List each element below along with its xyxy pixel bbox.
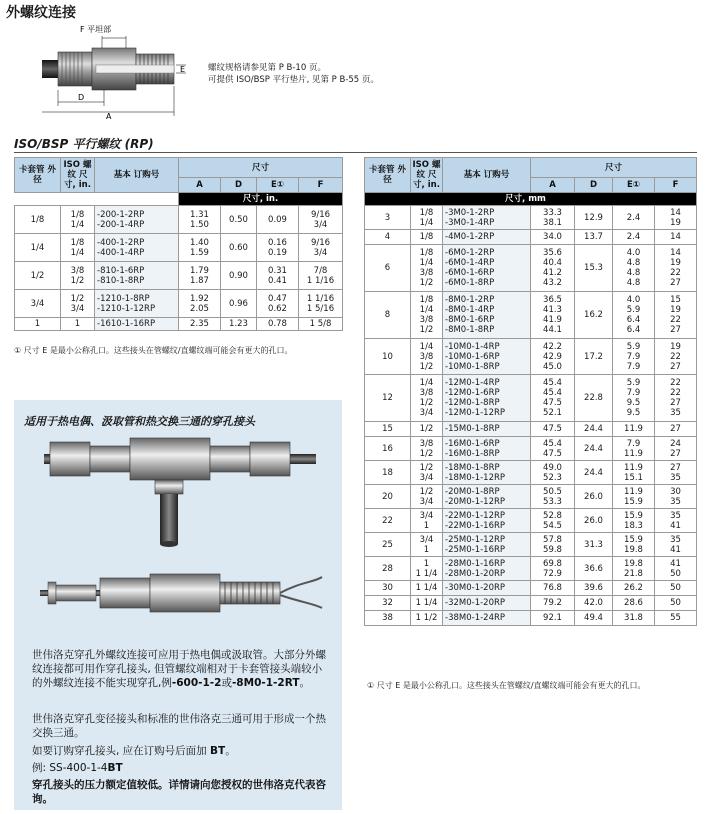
header-d: D bbox=[221, 178, 257, 193]
cell-d: 0.96 bbox=[221, 290, 257, 318]
cell-iso-thread: 1 bbox=[61, 318, 95, 331]
cell-ordering-number: -32M0-1-20RP bbox=[443, 596, 531, 611]
cell-e: 5.9 7.9 9.5 9.5 bbox=[613, 375, 655, 422]
cell-d: 0.90 bbox=[221, 262, 257, 290]
label-a: A bbox=[106, 112, 112, 120]
cell-a: 35.6 40.4 41.2 43.2 bbox=[531, 245, 575, 292]
cell-ordering-number: -25M0-1-12RP -25M0-1-16RP bbox=[443, 533, 531, 557]
table-row bbox=[365, 422, 697, 437]
cell-d: 49.4 bbox=[575, 611, 613, 626]
label-d: D bbox=[78, 93, 85, 102]
cell-f: 41 50 bbox=[655, 557, 697, 581]
table-row bbox=[365, 292, 697, 339]
cell-tube-od: 4 bbox=[365, 230, 411, 245]
cell-a: 47.5 bbox=[531, 422, 575, 437]
cell-a: 1.31 1.50 bbox=[179, 206, 221, 234]
cell-f: 14 19 22 27 bbox=[655, 245, 697, 292]
cell-a: 45.4 47.5 bbox=[531, 437, 575, 461]
table-row bbox=[365, 461, 697, 485]
cell-f: 14 bbox=[655, 230, 697, 245]
cell-ordering-number: -16M0-1-6RP -16M0-1-8RP bbox=[443, 437, 531, 461]
cell-ordering-number: -20M0-1-8RP -20M0-1-12RP bbox=[443, 485, 531, 509]
page-title: 外螺纹连接 bbox=[6, 5, 76, 21]
cell-tube-od: 22 bbox=[365, 509, 411, 533]
cell-ordering-number: -30M0-1-20RP bbox=[443, 581, 531, 596]
header-dimensions: 尺寸 bbox=[531, 158, 697, 178]
example-part-2: -8M0-1-2RT bbox=[231, 677, 300, 689]
example-text: 例: SS-400-1-4 bbox=[32, 762, 108, 774]
cell-d: 17.2 bbox=[575, 339, 613, 375]
cell-f: 1 5/8 bbox=[299, 318, 343, 331]
table-row bbox=[365, 437, 697, 461]
cell-a: 49.0 52.3 bbox=[531, 461, 575, 485]
inch-dimension-table bbox=[14, 157, 343, 331]
cell-tube-od: 16 bbox=[365, 437, 411, 461]
header-iso-thread: ISO 螺纹 尺寸, in. bbox=[411, 158, 443, 193]
cell-tube-od: 30 bbox=[365, 581, 411, 596]
cell-iso-thread: 1/2 3/4 bbox=[61, 290, 95, 318]
cell-d: 0.60 bbox=[221, 234, 257, 262]
cell-d: 26.0 bbox=[575, 509, 613, 533]
cell-iso-thread: 1 1/2 bbox=[411, 611, 443, 626]
cell-tube-od: 3 bbox=[365, 206, 411, 230]
cell-a: 36.5 41.3 41.9 44.1 bbox=[531, 292, 575, 339]
cell-d: 24.4 bbox=[575, 437, 613, 461]
para1-text: 世伟洛克穿孔外螺纹连接可应用于热电偶或汲取管。大部分外螺纹连接都可用作穿孔接头, 但管螺纹端相对于卡套管接头端较小的外螺纹连接不能实现穿孔,例 bbox=[32, 649, 326, 689]
cell-f: 27 bbox=[655, 422, 697, 437]
cell-a: 69.8 72.9 bbox=[531, 557, 575, 581]
cell-e: 26.2 bbox=[613, 581, 655, 596]
cell-tube-od: 1/2 bbox=[15, 262, 61, 290]
cell-d: 0.50 bbox=[221, 206, 257, 234]
cell-tube-od: 38 bbox=[365, 611, 411, 626]
table-row bbox=[365, 245, 697, 292]
header-d: D bbox=[575, 178, 613, 193]
table-row bbox=[365, 375, 697, 422]
cell-f: 14 19 bbox=[655, 206, 697, 230]
cell-d: 16.2 bbox=[575, 292, 613, 339]
cell-iso-thread: 1/8 1/4 bbox=[61, 206, 95, 234]
header-a: A bbox=[531, 178, 575, 193]
cell-tube-od: 12 bbox=[365, 375, 411, 422]
header-ordering-number: 基本 订购号 bbox=[95, 158, 179, 193]
inch-table-body bbox=[15, 193, 343, 331]
cell-iso-thread: 1/2 3/4 bbox=[411, 485, 443, 509]
cell-a: 1.92 2.05 bbox=[179, 290, 221, 318]
cell-ordering-number: -12M0-1-4RP -12M0-1-6RP -12M0-1-8RP -12M0-1-12RP bbox=[443, 375, 531, 422]
table-row bbox=[365, 581, 697, 596]
cell-iso-thread: 1 1/4 bbox=[411, 581, 443, 596]
table-row bbox=[365, 611, 697, 626]
header-e: E① bbox=[613, 178, 655, 193]
cell-a: 42.2 42.9 45.0 bbox=[531, 339, 575, 375]
cell-e: 15.9 18.3 bbox=[613, 509, 655, 533]
cell-d: 42.0 bbox=[575, 596, 613, 611]
cell-ordering-number: -810-1-6RP -810-1-8RP bbox=[95, 262, 179, 290]
cell-ordering-number: -15M0-1-8RP bbox=[443, 422, 531, 437]
cell-tube-od: 28 bbox=[365, 557, 411, 581]
cell-d: 15.3 bbox=[575, 245, 613, 292]
cell-a: 1.40 1.59 bbox=[179, 234, 221, 262]
cell-e: 5.9 7.9 7.9 bbox=[613, 339, 655, 375]
cell-f: 9/16 3/4 bbox=[299, 234, 343, 262]
subtitle-rule bbox=[14, 152, 697, 153]
header-e: E① bbox=[257, 178, 299, 193]
cell-iso-thread: 1/8 1/4 bbox=[61, 234, 95, 262]
table-row bbox=[15, 318, 343, 331]
table-row bbox=[365, 206, 697, 230]
para3-text: 如要订购穿孔接头, 应在订购号后面加 bbox=[32, 745, 211, 757]
cell-ordering-number: -6M0-1-2RP -6M0-1-4RP -6M0-1-6RP -6M0-1-8RP bbox=[443, 245, 531, 292]
cell-ordering-number: -28M0-1-16RP -28M0-1-20RP bbox=[443, 557, 531, 581]
table-row bbox=[365, 596, 697, 611]
cell-e: 11.9 15.1 bbox=[613, 461, 655, 485]
cell-a: 52.8 54.5 bbox=[531, 509, 575, 533]
cell-a: 57.8 59.8 bbox=[531, 533, 575, 557]
cell-d: 22.8 bbox=[575, 375, 613, 422]
cell-iso-thread: 1/2 3/4 bbox=[411, 461, 443, 485]
table-row bbox=[15, 206, 343, 234]
example-bt: BT bbox=[107, 762, 123, 774]
note-thread-spec: 螺纹规格请参见第 P B-10 页。 bbox=[208, 63, 326, 73]
cell-ordering-number: -10M0-1-4RP -10M0-1-6RP -10M0-1-8RP bbox=[443, 339, 531, 375]
label-f: F 平坦部 bbox=[80, 25, 112, 34]
cell-f: 30 35 bbox=[655, 485, 697, 509]
cell-e: 7.9 11.9 bbox=[613, 437, 655, 461]
table-row bbox=[365, 230, 697, 245]
cell-d: 12.9 bbox=[575, 206, 613, 230]
table-row bbox=[15, 262, 343, 290]
cell-iso-thread: 1/8 1/4 3/8 1/2 bbox=[411, 292, 443, 339]
cell-ordering-number: -22M0-1-12RP -22M0-1-16RP bbox=[443, 509, 531, 533]
cell-tube-od: 32 bbox=[365, 596, 411, 611]
cell-f: 19 22 27 bbox=[655, 339, 697, 375]
cell-a: 34.0 bbox=[531, 230, 575, 245]
mm-table-body bbox=[365, 193, 697, 626]
cell-e: 0.09 bbox=[257, 206, 299, 234]
panel-para-1 bbox=[32, 648, 332, 690]
cell-a: 33.3 38.1 bbox=[531, 206, 575, 230]
cell-tube-od: 10 bbox=[365, 339, 411, 375]
panel-title: 适用于热电偶、汲取管和热交换三通的穿孔接头 bbox=[24, 415, 255, 428]
header-iso-thread: ISO 螺纹 尺寸, in. bbox=[61, 158, 95, 193]
cell-ordering-number: -1210-1-8RP -1210-1-12RP bbox=[95, 290, 179, 318]
cell-iso-thread: 1/2 bbox=[411, 422, 443, 437]
cell-d: 24.4 bbox=[575, 461, 613, 485]
footnote-left: ① 尺寸 E 是最小公称孔口。这些接头在管螺纹/直螺纹端可能会有更大的孔口。 bbox=[14, 346, 293, 355]
cell-ordering-number: -200-1-2RP -200-1-4RP bbox=[95, 206, 179, 234]
cell-ordering-number: -4M0-1-2RP bbox=[443, 230, 531, 245]
table-row bbox=[15, 290, 343, 318]
cell-iso-thread: 1 1 1/4 bbox=[411, 557, 443, 581]
cell-tube-od: 25 bbox=[365, 533, 411, 557]
cell-iso-thread: 3/8 1/2 bbox=[61, 262, 95, 290]
cell-tube-od: 20 bbox=[365, 485, 411, 509]
cell-f: 1 1/16 1 5/16 bbox=[299, 290, 343, 318]
unit-label: 尺寸, mm bbox=[365, 193, 697, 206]
table-row bbox=[365, 509, 697, 533]
cell-a: 79.2 bbox=[531, 596, 575, 611]
cell-ordering-number: -38M0-1-24RP bbox=[443, 611, 531, 626]
cell-e: 0.16 0.19 bbox=[257, 234, 299, 262]
cell-d: 13.7 bbox=[575, 230, 613, 245]
para3-bt: BT bbox=[210, 745, 226, 757]
panel-warning: 穿孔接头的压力额定值较低。详情请向您授权的世伟洛克代表咨询。 bbox=[32, 779, 326, 805]
mm-dimension-table bbox=[364, 157, 697, 626]
cell-e: 11.9 15.9 bbox=[613, 485, 655, 509]
cell-e: 0.78 bbox=[257, 318, 299, 331]
cell-e: 0.31 0.41 bbox=[257, 262, 299, 290]
example-part-1: -600-1-2 bbox=[171, 677, 222, 689]
bored-through-fittings-illustration bbox=[30, 432, 330, 632]
cell-d: 24.4 bbox=[575, 422, 613, 437]
header-tube-od: 卡套管 外径 bbox=[15, 158, 61, 193]
cell-e: 4.0 4.8 4.8 4.8 bbox=[613, 245, 655, 292]
cell-tube-od: 18 bbox=[365, 461, 411, 485]
cell-f: 50 bbox=[655, 596, 697, 611]
thread-notes bbox=[208, 62, 379, 86]
cell-f: 27 35 bbox=[655, 461, 697, 485]
cell-e: 11.9 bbox=[613, 422, 655, 437]
cell-f: 15 19 22 27 bbox=[655, 292, 697, 339]
para1-end: 。 bbox=[299, 677, 310, 689]
cell-tube-od: 3/4 bbox=[15, 290, 61, 318]
cell-iso-thread: 1/4 3/8 1/2 bbox=[411, 339, 443, 375]
section-subtitle: ISO/BSP 平行螺纹 (RP) bbox=[14, 137, 154, 151]
cell-e: 0.47 0.62 bbox=[257, 290, 299, 318]
panel-para-3 bbox=[32, 744, 332, 758]
cell-f: 24 27 bbox=[655, 437, 697, 461]
cell-tube-od: 8 bbox=[365, 292, 411, 339]
unit-label: 尺寸, in. bbox=[179, 193, 343, 206]
panel-para-2: 世伟洛克穿孔变径接头和标准的世伟洛克三通可用于形成一个热交换三通。 bbox=[32, 713, 326, 739]
header-f: F bbox=[299, 178, 343, 193]
label-e: E bbox=[180, 65, 186, 74]
cell-a: 50.5 53.3 bbox=[531, 485, 575, 509]
header-ordering-number: 基本 订购号 bbox=[443, 158, 531, 193]
cell-f: 9/16 3/4 bbox=[299, 206, 343, 234]
cell-tube-od: 1 bbox=[15, 318, 61, 331]
para3-end: 。 bbox=[225, 745, 236, 757]
cell-ordering-number: -8M0-1-2RP -8M0-1-4RP -8M0-1-6RP -8M0-1-8RP bbox=[443, 292, 531, 339]
cell-d: 26.0 bbox=[575, 485, 613, 509]
cell-e: 4.0 5.9 6.4 6.4 bbox=[613, 292, 655, 339]
cell-ordering-number: -1610-1-16RP bbox=[95, 318, 179, 331]
cell-tube-od: 6 bbox=[365, 245, 411, 292]
cell-e: 2.4 bbox=[613, 230, 655, 245]
cell-iso-thread: 3/8 1/2 bbox=[411, 437, 443, 461]
cell-d: 39.6 bbox=[575, 581, 613, 596]
cell-f: 50 bbox=[655, 581, 697, 596]
cell-d: 1.23 bbox=[221, 318, 257, 331]
cell-e: 2.4 bbox=[613, 206, 655, 230]
cell-e: 28.6 bbox=[613, 596, 655, 611]
cell-f: 7/8 1 1/16 bbox=[299, 262, 343, 290]
cell-ordering-number: -18M0-1-8RP -18M0-1-12RP bbox=[443, 461, 531, 485]
header-tube-od: 卡套管 外径 bbox=[365, 158, 411, 193]
table-row bbox=[365, 339, 697, 375]
cell-tube-od: 1/8 bbox=[15, 206, 61, 234]
cell-tube-od: 15 bbox=[365, 422, 411, 437]
table-row bbox=[15, 234, 343, 262]
cell-e: 31.8 bbox=[613, 611, 655, 626]
cell-iso-thread: 3/4 1 bbox=[411, 533, 443, 557]
cell-a: 2.35 bbox=[179, 318, 221, 331]
cell-e: 19.8 21.8 bbox=[613, 557, 655, 581]
cell-iso-thread: 1 1/4 bbox=[411, 596, 443, 611]
cell-iso-thread: 3/4 1 bbox=[411, 509, 443, 533]
cell-d: 31.3 bbox=[575, 533, 613, 557]
cell-iso-thread: 1/8 bbox=[411, 230, 443, 245]
footnote-right: ① 尺寸 E 是最小公称孔口。这些接头在管螺纹/直螺纹端可能会有更大的孔口。 bbox=[367, 681, 646, 690]
cell-a: 1.79 1.87 bbox=[179, 262, 221, 290]
cell-f: 35 41 bbox=[655, 533, 697, 557]
cell-f: 35 41 bbox=[655, 509, 697, 533]
table-row bbox=[365, 557, 697, 581]
cell-a: 76.8 bbox=[531, 581, 575, 596]
cell-ordering-number: -400-1-2RP -400-1-4RP bbox=[95, 234, 179, 262]
panel-example bbox=[32, 761, 332, 775]
cell-a: 45.4 45.4 47.5 52.1 bbox=[531, 375, 575, 422]
header-f: F bbox=[655, 178, 697, 193]
cell-tube-od: 1/4 bbox=[15, 234, 61, 262]
cell-ordering-number: -3M0-1-2RP -3M0-1-4RP bbox=[443, 206, 531, 230]
fitting-diagram bbox=[40, 24, 200, 120]
header-dimensions: 尺寸 bbox=[179, 158, 343, 178]
cell-iso-thread: 1/4 3/8 1/2 3/4 bbox=[411, 375, 443, 422]
cell-iso-thread: 1/8 1/4 3/8 1/2 bbox=[411, 245, 443, 292]
cell-f: 22 22 27 35 bbox=[655, 375, 697, 422]
note-gasket: 可提供 ISO/BSP 平行垫片, 见第 P B-55 页。 bbox=[208, 75, 379, 85]
table-row bbox=[365, 533, 697, 557]
cell-a: 92.1 bbox=[531, 611, 575, 626]
para1-or: 或 bbox=[221, 677, 232, 689]
cell-f: 55 bbox=[655, 611, 697, 626]
cell-iso-thread: 1/8 1/4 bbox=[411, 206, 443, 230]
cell-d: 36.6 bbox=[575, 557, 613, 581]
header-a: A bbox=[179, 178, 221, 193]
table-row bbox=[365, 485, 697, 509]
cell-e: 15.9 19.8 bbox=[613, 533, 655, 557]
